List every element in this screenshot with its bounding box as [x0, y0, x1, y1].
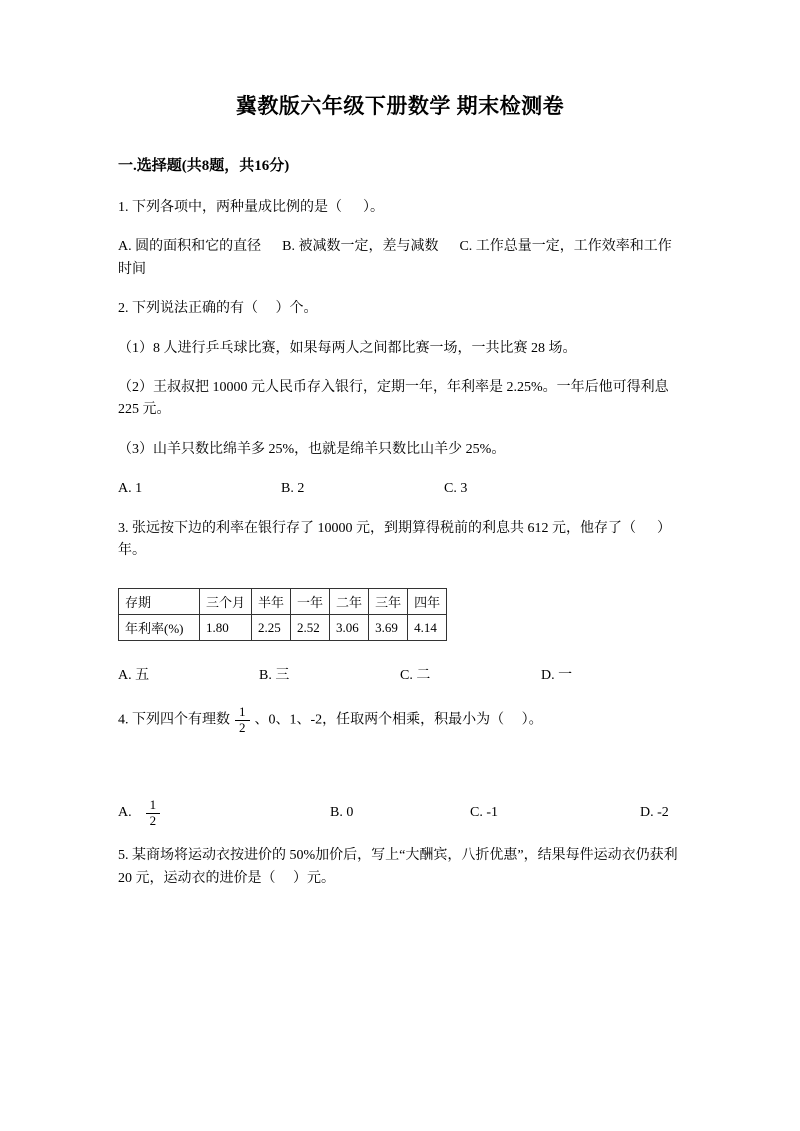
- q3-option-a: A. 五: [118, 668, 150, 684]
- q2-statement-2: （2）王叔叔把 10000 元人民币存入银行，定期一年，年利率是 2.25%。一年后他可得利息 225 元。: [118, 379, 673, 418]
- table-header-cell: 存期: [119, 589, 200, 615]
- q2-option-b: B. 2: [281, 481, 305, 497]
- table-cell: 1.80: [200, 615, 252, 641]
- table-header-cell: 三年: [369, 589, 408, 615]
- q2-option-a: A. 1: [118, 481, 143, 497]
- fraction-numerator: 1: [235, 705, 250, 721]
- table-cell: 年利率(%): [119, 615, 200, 641]
- table-row: [119, 615, 447, 641]
- table-cell: 3.69: [369, 615, 408, 641]
- q3-options: [118, 665, 682, 687]
- fraction-one-half: [146, 798, 161, 829]
- q4-option-c: C. -1: [470, 804, 498, 820]
- q4-option-b: B. 0: [330, 804, 354, 820]
- table-cell: 3.06: [330, 615, 369, 641]
- table-header-cell: 二年: [330, 589, 369, 615]
- q3-option-b: B. 三: [259, 668, 290, 684]
- q4-stem-after: 、0、1、-2，任取两个相乘，积最小为（ ）。: [254, 712, 543, 728]
- q4-stem: [118, 705, 682, 736]
- q3-option-d: D. 一: [541, 668, 573, 684]
- table-row: [119, 589, 447, 615]
- q3-option-c: C. 二: [400, 668, 431, 684]
- table-header-cell: 一年: [291, 589, 330, 615]
- q4-option-a: [118, 798, 330, 829]
- q4-option-d: D. -2: [640, 804, 669, 820]
- q4-options: [118, 798, 682, 829]
- q2-option-c: C. 3: [444, 481, 468, 497]
- fraction-numerator: 1: [146, 798, 161, 814]
- q2-options: [118, 478, 682, 500]
- section-heading: 一.选择题(共8题，共16分): [118, 158, 290, 174]
- q2-statement-1: （1）8 人进行乒乓球比赛，如果每两人之间都比赛一场，一共比赛 28 场。: [118, 340, 577, 356]
- q3-stem: 3. 张远按下边的利率在银行存了 10000 元，到期算得税前的利息共 612 元，他存了（ ）年。: [118, 520, 671, 558]
- page-title: 冀教版六年级下册数学 期末检测卷: [235, 94, 565, 118]
- table-header-cell: 半年: [252, 589, 291, 615]
- q1-options-line: A. 圆的面积和它的直径 B. 被减数一定，差与减数 C. 工作总量一定，工作效率和工作时间: [118, 239, 672, 277]
- table-header-cell: 三个月: [200, 589, 252, 615]
- table-cell: 2.52: [291, 615, 330, 641]
- table-cell: 4.14: [408, 615, 447, 641]
- table-cell: 2.25: [252, 615, 291, 641]
- interest-rate-table: [118, 588, 447, 641]
- fraction-denominator: 2: [239, 719, 246, 735]
- q2-stem: 2. 下列说法正确的有（ ）个。: [118, 301, 318, 317]
- q1-stem: 1. 下列各项中，两种量成比例的是（ ）。: [118, 200, 384, 215]
- q4-option-a-label: A.: [118, 804, 132, 820]
- q5-stem: 5. 某商场将运动衣按进价的 50%加价后，写上“大酬宾，八折优惠”，结果每件运动衣仍获利 20 元，运动衣的进价是（ ）元。: [118, 848, 682, 886]
- q4-stem-before: 4. 下列四个有理数: [118, 712, 230, 728]
- fraction-denominator: 2: [149, 812, 157, 828]
- table-header-cell: 四年: [408, 589, 447, 615]
- fraction-one-half: [235, 705, 250, 736]
- q2-statement-3: （3）山羊只数比绵羊多 25%，也就是绵羊只数比山羊少 25%。: [118, 441, 506, 457]
